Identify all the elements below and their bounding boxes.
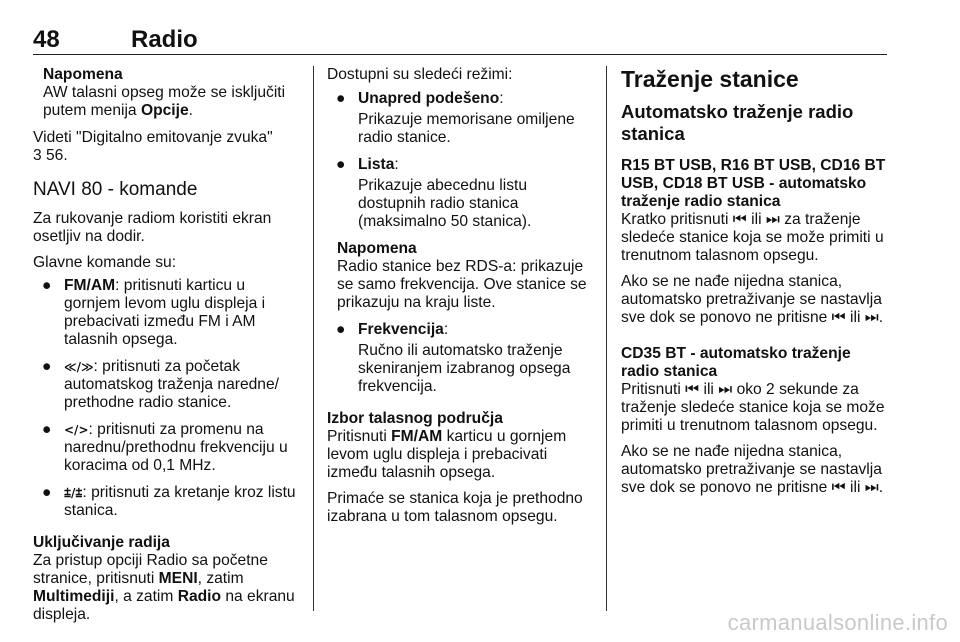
- page-header: [33, 26, 887, 55]
- sub-heading: Uključivanje radija: [33, 534, 170, 551]
- paragraph: Kratko pritisnuti ⏮ ili ⏭ za traženje sledeće stanice koja se može primiti u trenutnom talasnom opsegu.: [621, 211, 884, 264]
- list-item: ● Unapred podešeno: Prikazuje memorisane omiljene radio stanice.: [336, 90, 575, 146]
- list-item: ● Frekvencija: Ručno ili automatsko traženje skeniranjem izabranog opsega frekvencija.: [336, 321, 571, 395]
- paragraph: Pritisnuti ⏮ ili ⏭ oko 2 sekunde za traženje sledeće stanice koja se može primiti u trenutnom talasnom opsegu.: [621, 381, 885, 434]
- sub-heading: CD35 BT - automatsko traženje radio stanica: [621, 345, 851, 380]
- page-number: 48: [33, 26, 60, 53]
- paragraph: Pritisnuti FM/AM karticu u gornjem levom uglu displeja i prebacivati između talasnih opsega.: [327, 428, 567, 481]
- radio-on-section: Uključivanje radija Za pristup opciji Radio sa početne stranice, pritisnuti MENI, zatim Multimediji, a zatim Radio na ekranu displeja.: [33, 534, 303, 624]
- paragraph: Primaće se stanica koja je prethodno izabrana u tom talasnom opsegu.: [327, 490, 583, 525]
- paragraph: Ako se ne nađe nijedna stanica, automatsko pretraživanje se nastavlja sve dok se ponovo ne pritisne ⏮ ili ⏭.: [621, 443, 884, 496]
- section-subtitle: Automatsko traženje radio stanica: [621, 101, 854, 144]
- paragraph: Za rukovanje radiom koristiti ekran osetljiv na dodir.: [33, 210, 272, 245]
- command-list: [33, 277, 303, 520]
- list-item: ● FM/AM: pritisnuti karticu u gornjem levom uglu displeja i prebacivati između FM i AM talasnih opsega.: [42, 277, 266, 348]
- list-item: ● ⩲/⩲: pritisnuti za kretanje kroz listu stanica.: [42, 484, 296, 519]
- note-text: AW talasni opseg može se isključiti putem menija: [43, 84, 286, 119]
- column-3: [621, 66, 893, 505]
- note-title: Napomena: [43, 66, 123, 83]
- menu-ref: Opcije: [140, 102, 189, 119]
- column-2: [327, 66, 595, 534]
- chapter-title: Radio: [131, 26, 198, 53]
- paragraph: Dostupni su sledeći režimi:: [327, 66, 513, 83]
- band-section: [327, 410, 595, 526]
- note-title: Napomena: [337, 240, 417, 257]
- note-box: [327, 240, 595, 312]
- note-box: Napomena AW talasni opseg može se isključiti putem menija Opcije.: [33, 66, 303, 120]
- list-item: ● Lista: Prikazuje abecednu listu dostupnih radio stanica (maksimalno 50 stanica).: [336, 156, 532, 230]
- paragraph: Ako se ne nađe nijedna stanica, automatsko pretraživanje se nastavlja sve dok se ponovo ne pritisne ⏮ ili ⏭.: [621, 273, 884, 326]
- mode-list: [327, 90, 595, 231]
- section-heading: NAVI 80 - komande: [33, 179, 198, 200]
- column-divider: [606, 66, 607, 611]
- list-item: ● ≪/≫: pritisnuti za početak automatskog traženja naredne/ prethodne radio stanice.: [42, 358, 279, 411]
- column-divider: [313, 66, 314, 611]
- sub-heading: Izbor talasnog područja: [327, 410, 503, 427]
- cd35-section: [621, 345, 893, 497]
- list-item: ● </>: pritisnuti za promenu na narednu/prethodnu frekvenciju u koracima od 0,1 MHz.: [42, 421, 288, 474]
- sub-heading: R15 BT USB, R16 BT USB, CD16 BT USB, CD18 BT USB - automatsko traženje radio stanica: [621, 157, 886, 210]
- watermark: carmanualsonline.info: [727, 610, 948, 635]
- page-ref: 3 56.: [33, 147, 68, 164]
- note-text: Radio stanice bez RDS-a: prikazuje se samo frekvencija. Ove stanice se prikazuju na kraju liste.: [337, 258, 587, 311]
- see-also: Videti "Digitalno emitovanje zvuka" 3 56.: [33, 129, 273, 164]
- mode-list: [327, 321, 595, 396]
- paragraph: Glavne komande su:: [33, 254, 177, 271]
- column-1: [33, 66, 303, 624]
- section-title: Traženje stanice: [621, 66, 799, 92]
